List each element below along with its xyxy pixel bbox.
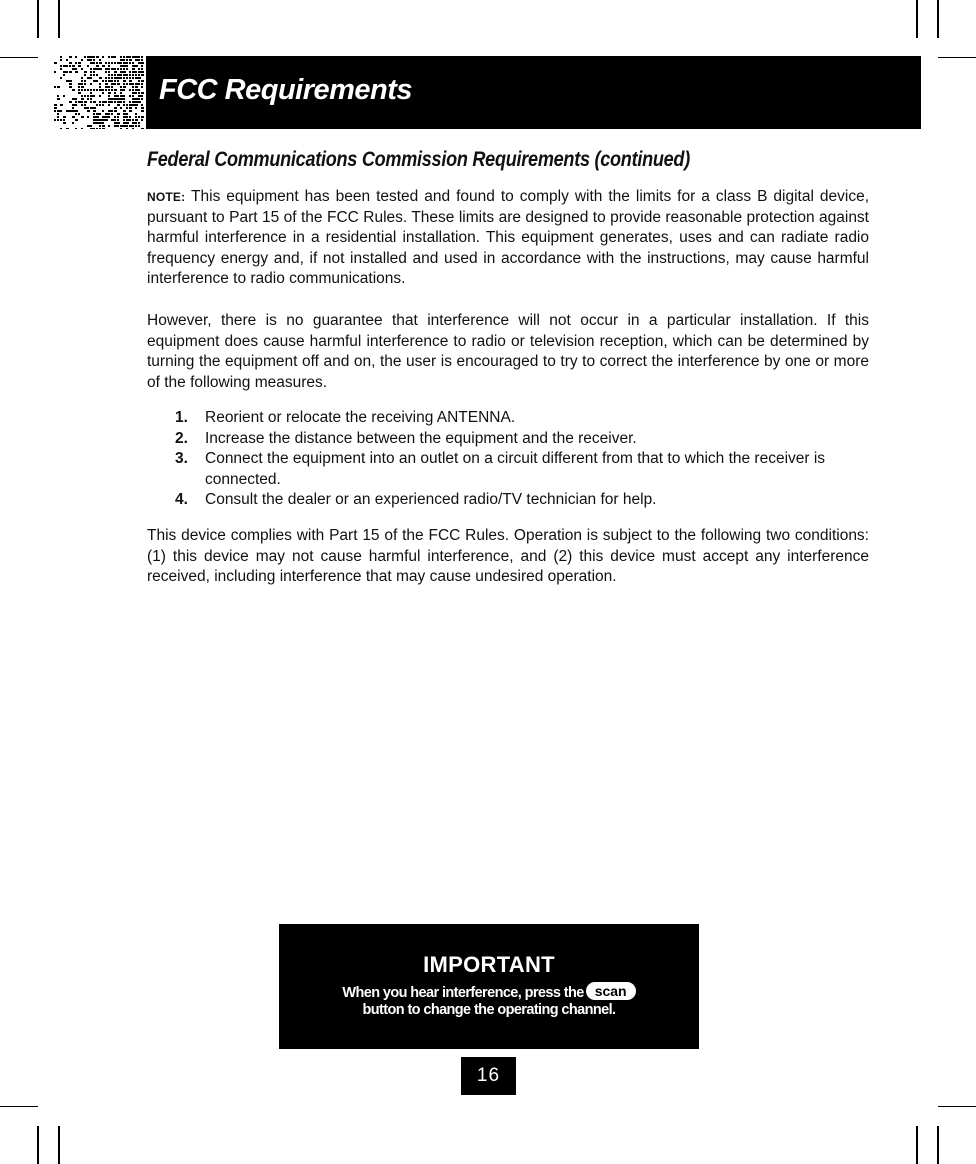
list-number: 2. bbox=[175, 429, 188, 447]
list-item bbox=[170, 408, 870, 429]
crop-mark bbox=[916, 0, 918, 38]
crop-mark bbox=[0, 57, 38, 58]
crop-mark bbox=[938, 57, 976, 58]
measures-list bbox=[170, 408, 870, 511]
list-text: Increase the distance between the equipment and the receiver. bbox=[205, 429, 637, 447]
crop-mark bbox=[938, 1106, 976, 1107]
list-text: Connect the equipment into an outlet on a circuit different from that to which the receiver is connected. bbox=[205, 450, 826, 488]
guarantee-paragraph: However, there is no guarantee that interference will not occur in a particular installation. If this equipment does cause harmful interference to radio or television reception, which can be determined by turning the equipment off and on, the user is encouraged to try to correct the interference by one or more of the following measures. bbox=[147, 312, 869, 391]
crop-mark bbox=[58, 1126, 60, 1164]
crop-mark bbox=[37, 1126, 39, 1164]
note-text: This equipment has been tested and found to comply with the limits for a class B digital device, pursuant to Part 15 of the FCC Rules. These limits are designed to provide reasonable protection against harmful interference in a residential installation. This equipment generates, uses and can radiate radio frequency energy and, if not installed and used in accordance with the instructions, may cause harmful interference to radio communications. bbox=[147, 188, 870, 288]
list-text: Consult the dealer or an experienced radio/TV technician for help. bbox=[205, 491, 657, 509]
important-title: IMPORTANT bbox=[423, 952, 555, 977]
scan-button-graphic: scan bbox=[586, 982, 636, 1000]
list-number: 3. bbox=[175, 450, 188, 468]
list-item bbox=[170, 449, 870, 490]
crop-mark bbox=[0, 1106, 38, 1107]
crop-mark bbox=[58, 0, 60, 38]
section-heading: Federal Communications Commission Requirements (continued) bbox=[147, 148, 690, 171]
list-item bbox=[170, 490, 870, 511]
list-number: 4. bbox=[175, 491, 188, 509]
important-line-1-text: When you hear interference, press the bbox=[342, 985, 584, 1001]
important-line-1 bbox=[279, 982, 699, 1001]
important-notice bbox=[279, 924, 699, 1049]
crop-mark bbox=[37, 0, 39, 38]
page-number: 16 bbox=[461, 1057, 516, 1095]
compliance-paragraph: This device complies with Part 15 of the FCC Rules. Operation is subject to the following two conditions: (1) this device may not cause harmful interference, and (2) this device must accept any interference received, including interference that may cause undesired operation. bbox=[147, 527, 869, 586]
list-text: Reorient or relocate the receiving ANTENNA. bbox=[205, 409, 516, 426]
list-number: 1. bbox=[175, 409, 188, 426]
list-item bbox=[170, 429, 870, 450]
page-title: FCC Requirements bbox=[159, 74, 413, 106]
halftone-pattern-graphic bbox=[54, 56, 144, 129]
note-paragraph bbox=[147, 187, 869, 290]
note-label: NOTE: bbox=[147, 190, 186, 204]
crop-mark bbox=[937, 1126, 939, 1164]
important-line-2: button to change the operating channel. bbox=[362, 1002, 616, 1018]
crop-mark bbox=[937, 0, 939, 38]
crop-mark bbox=[916, 1126, 918, 1164]
